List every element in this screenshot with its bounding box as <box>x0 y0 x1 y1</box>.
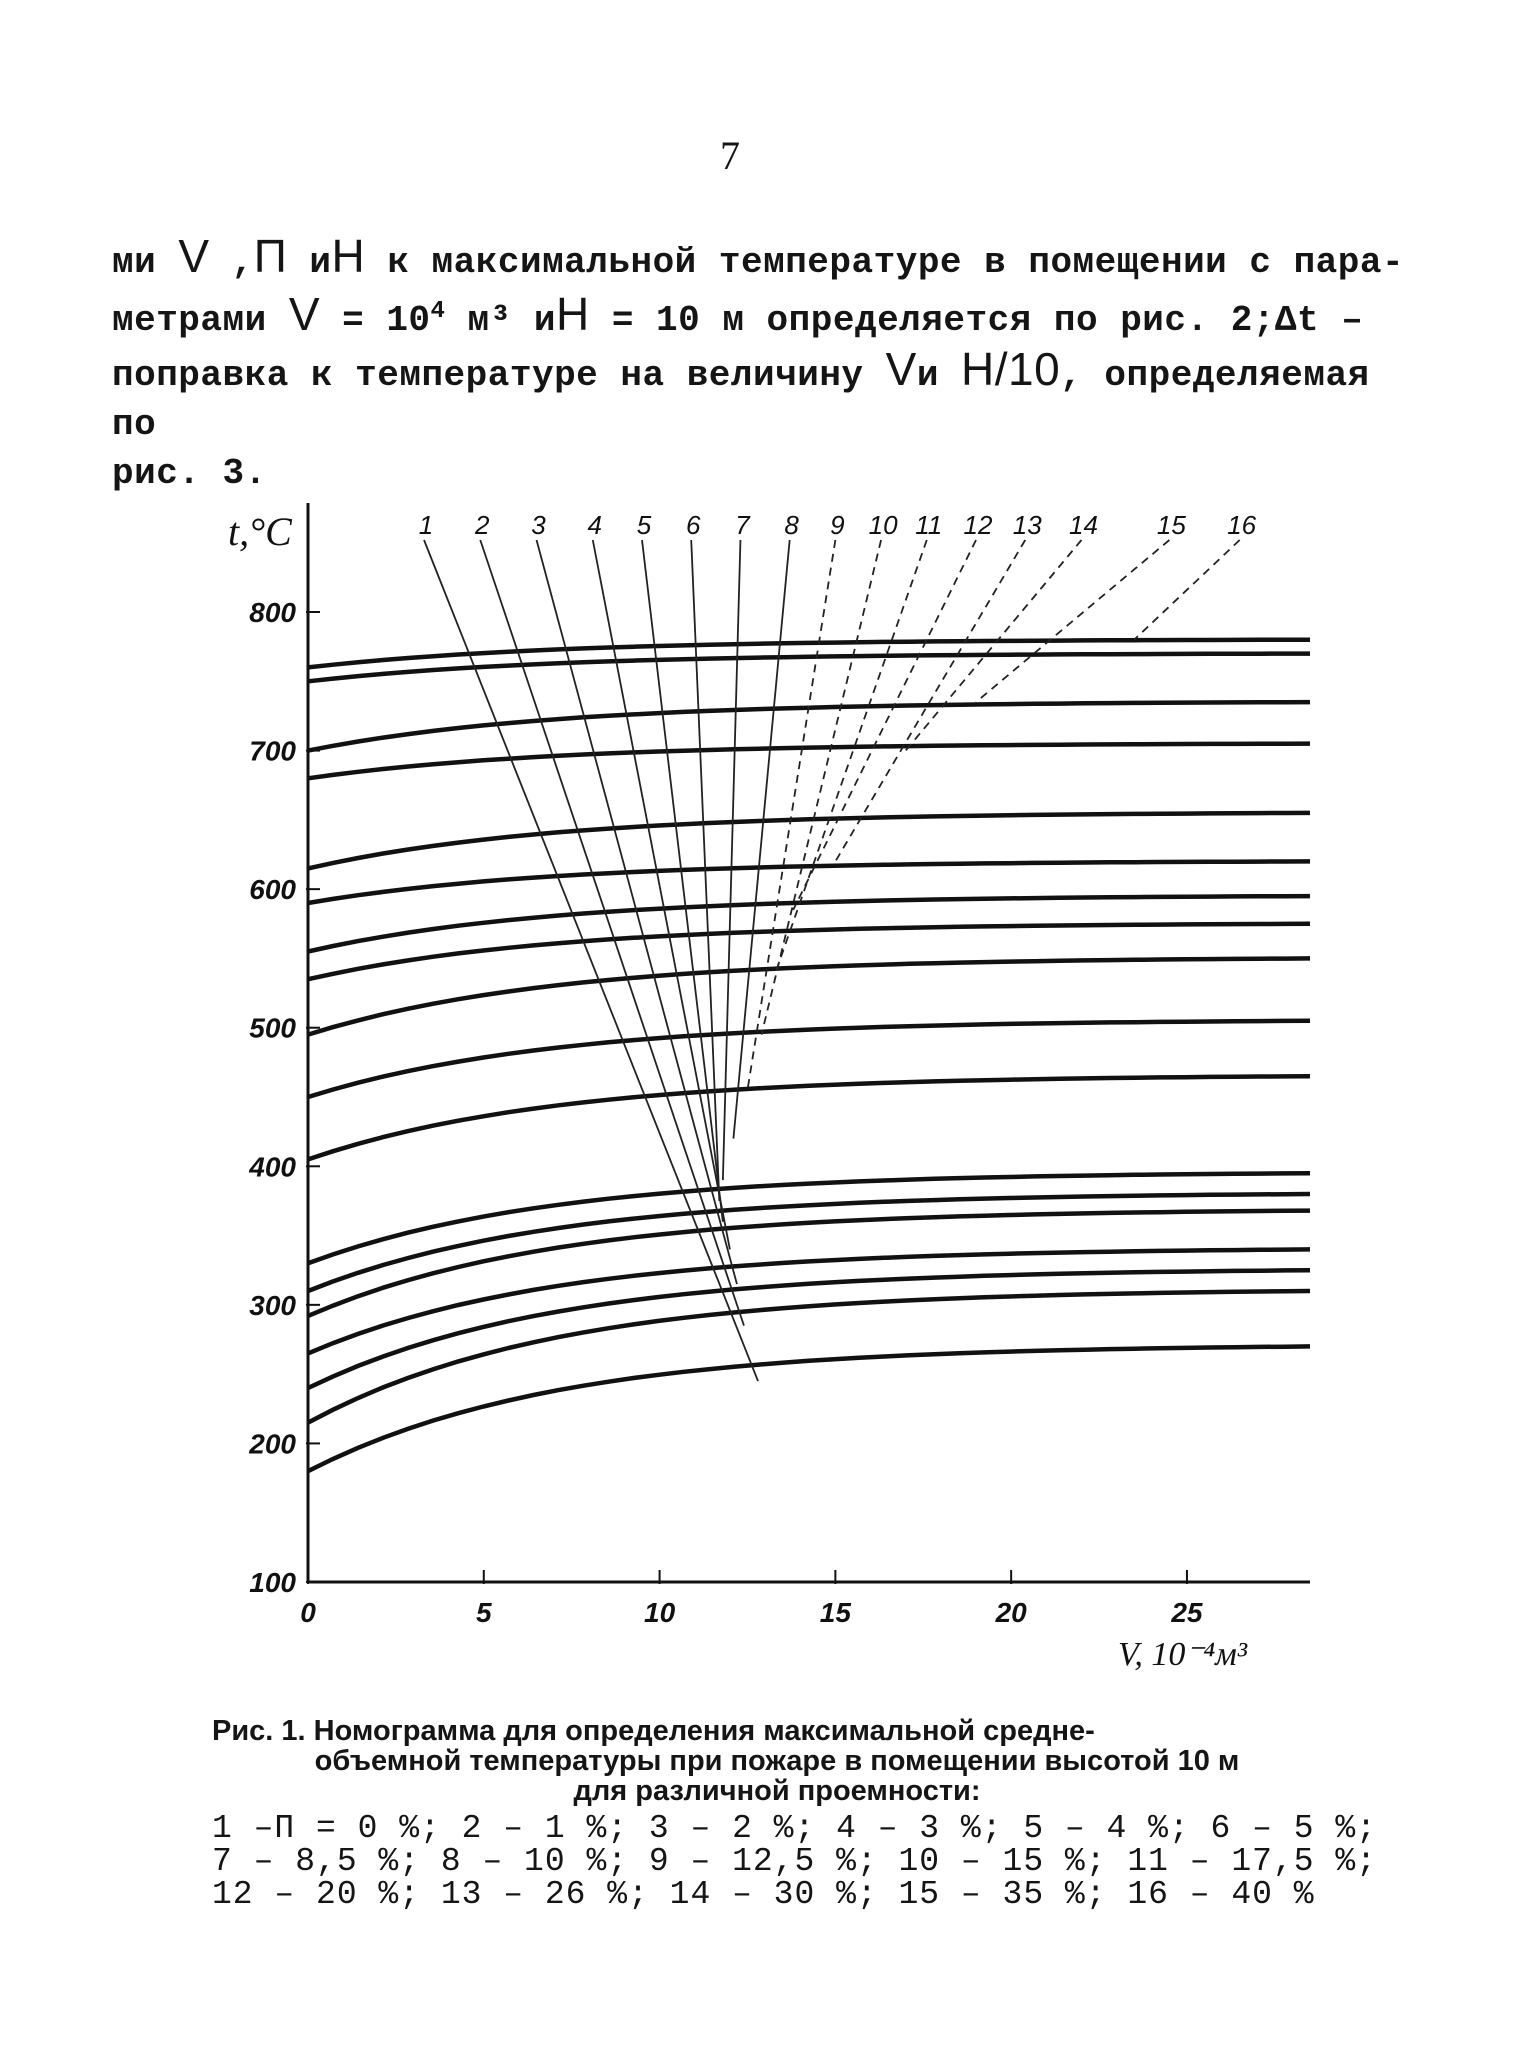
figure-legend <box>212 1810 1377 1913</box>
caption-line: для различной проемности: <box>573 1775 981 1807</box>
ray-label: 5 <box>636 510 652 540</box>
ray-label: 15 <box>1156 510 1186 540</box>
text-run: к максимальной температуре в помещении с пара- <box>365 242 1405 283</box>
x-tick-label: 5 <box>476 1597 492 1628</box>
symbol-h-ratio: Н/10 <box>961 343 1061 395</box>
ray-line <box>1134 540 1239 640</box>
ray-line <box>762 540 882 1035</box>
ray-line <box>793 540 976 910</box>
symbol-v: V <box>178 230 210 282</box>
text-run: рис. 3. <box>112 453 267 494</box>
ray-line <box>906 540 1082 751</box>
text-run: м³ и <box>445 300 556 341</box>
temperature-curve <box>308 924 1310 979</box>
ray-line <box>976 540 1169 702</box>
y-tick-label: 500 <box>249 1012 296 1044</box>
x-tick-label: 10 <box>644 1597 676 1628</box>
page-number: 7 <box>720 133 740 178</box>
ray-label: 8 <box>784 510 799 540</box>
text-run: , <box>209 242 254 283</box>
ray-line <box>747 540 835 1090</box>
ray-label: 7 <box>735 510 750 540</box>
caption-line: объемной температуры при пожаре в помещении высотой 10 м <box>314 1745 1240 1777</box>
ray-label: 3 <box>531 510 546 540</box>
y-tick-label: 200 <box>249 1428 296 1460</box>
ray-label: 13 <box>1012 510 1042 540</box>
x-tick-label: 20 <box>995 1597 1027 1628</box>
temperature-curve <box>308 1346 1310 1471</box>
y-tick-label: 100 <box>249 1567 296 1598</box>
ray-label: 1 <box>418 510 434 540</box>
ray-label: 6 <box>685 510 701 540</box>
ray-line <box>424 540 758 1381</box>
legend-line: 7 – 8,5 %; 8 – 10 %; 9 – 12,5 %; 10 – 15 %; 11 – 17,5 %; <box>212 1843 1377 1880</box>
temperature-curve <box>308 654 1310 682</box>
ray-label: 11 <box>915 510 943 540</box>
temperature-curve <box>308 1291 1310 1423</box>
figure-caption <box>212 1716 1342 1806</box>
ray-label: 9 <box>830 510 845 540</box>
caption-line: Рис. 1. Номограмма для определения максимальной средне- <box>212 1715 1095 1747</box>
x-tick-label: 25 <box>1171 1597 1203 1628</box>
y-tick-label: 700 <box>249 735 296 767</box>
text-run: = 10 м определяется по рис. 2;Δt – <box>589 300 1364 341</box>
y-tick-label: 800 <box>249 597 296 628</box>
ray-label: 14 <box>1069 510 1098 540</box>
temperature-curve <box>308 1194 1310 1291</box>
text-run: ми <box>112 242 179 283</box>
exponent: 4 <box>430 298 446 325</box>
x-axis-label: V, 10⁻⁴м³ <box>1118 1636 1248 1673</box>
legend-line: 12 – 20 %; 13 – 26 %; 14 – 30 %; 15 – 35 %; 16 – 40 % <box>212 1876 1315 1913</box>
symbol-pi: П <box>253 230 288 282</box>
temperature-curve <box>308 744 1310 779</box>
temperature-curve <box>308 1270 1310 1388</box>
y-tick-label: 600 <box>249 874 296 906</box>
symbol-h: Н <box>555 288 590 340</box>
symbol-h: Н <box>331 230 366 282</box>
symbol-v: V <box>288 288 321 340</box>
y-tick-label: 400 <box>249 1151 296 1183</box>
text-run: и <box>916 355 962 396</box>
ray-line <box>776 540 927 972</box>
y-axis-label: t,°C <box>228 509 292 554</box>
x-tick-label: 15 <box>819 1597 851 1628</box>
text-run: поправка к температуре на величину <box>112 355 886 396</box>
ray-label: 12 <box>963 510 993 540</box>
ray-line <box>733 540 789 1139</box>
text-run: = 10 <box>320 300 431 341</box>
legend-line: 1 –П = 0 %; 2 – 1 %; 3 – 2 %; 4 – 3 %; 5 – 4 %; 6 – 5 %; <box>212 1810 1377 1847</box>
text-run: , определяемая по <box>112 355 1370 445</box>
text-run: и <box>287 242 332 283</box>
temperature-curve <box>308 1076 1310 1159</box>
ray-label: 4 <box>587 510 603 540</box>
text-run: метрами <box>112 300 289 341</box>
ray-label: 16 <box>1227 510 1257 540</box>
y-tick-label: 300 <box>249 1289 296 1321</box>
symbol-v: V <box>885 343 917 395</box>
ray-label: 10 <box>868 510 898 540</box>
ray-label: 2 <box>475 510 490 540</box>
x-tick-label: 0 <box>300 1597 316 1628</box>
